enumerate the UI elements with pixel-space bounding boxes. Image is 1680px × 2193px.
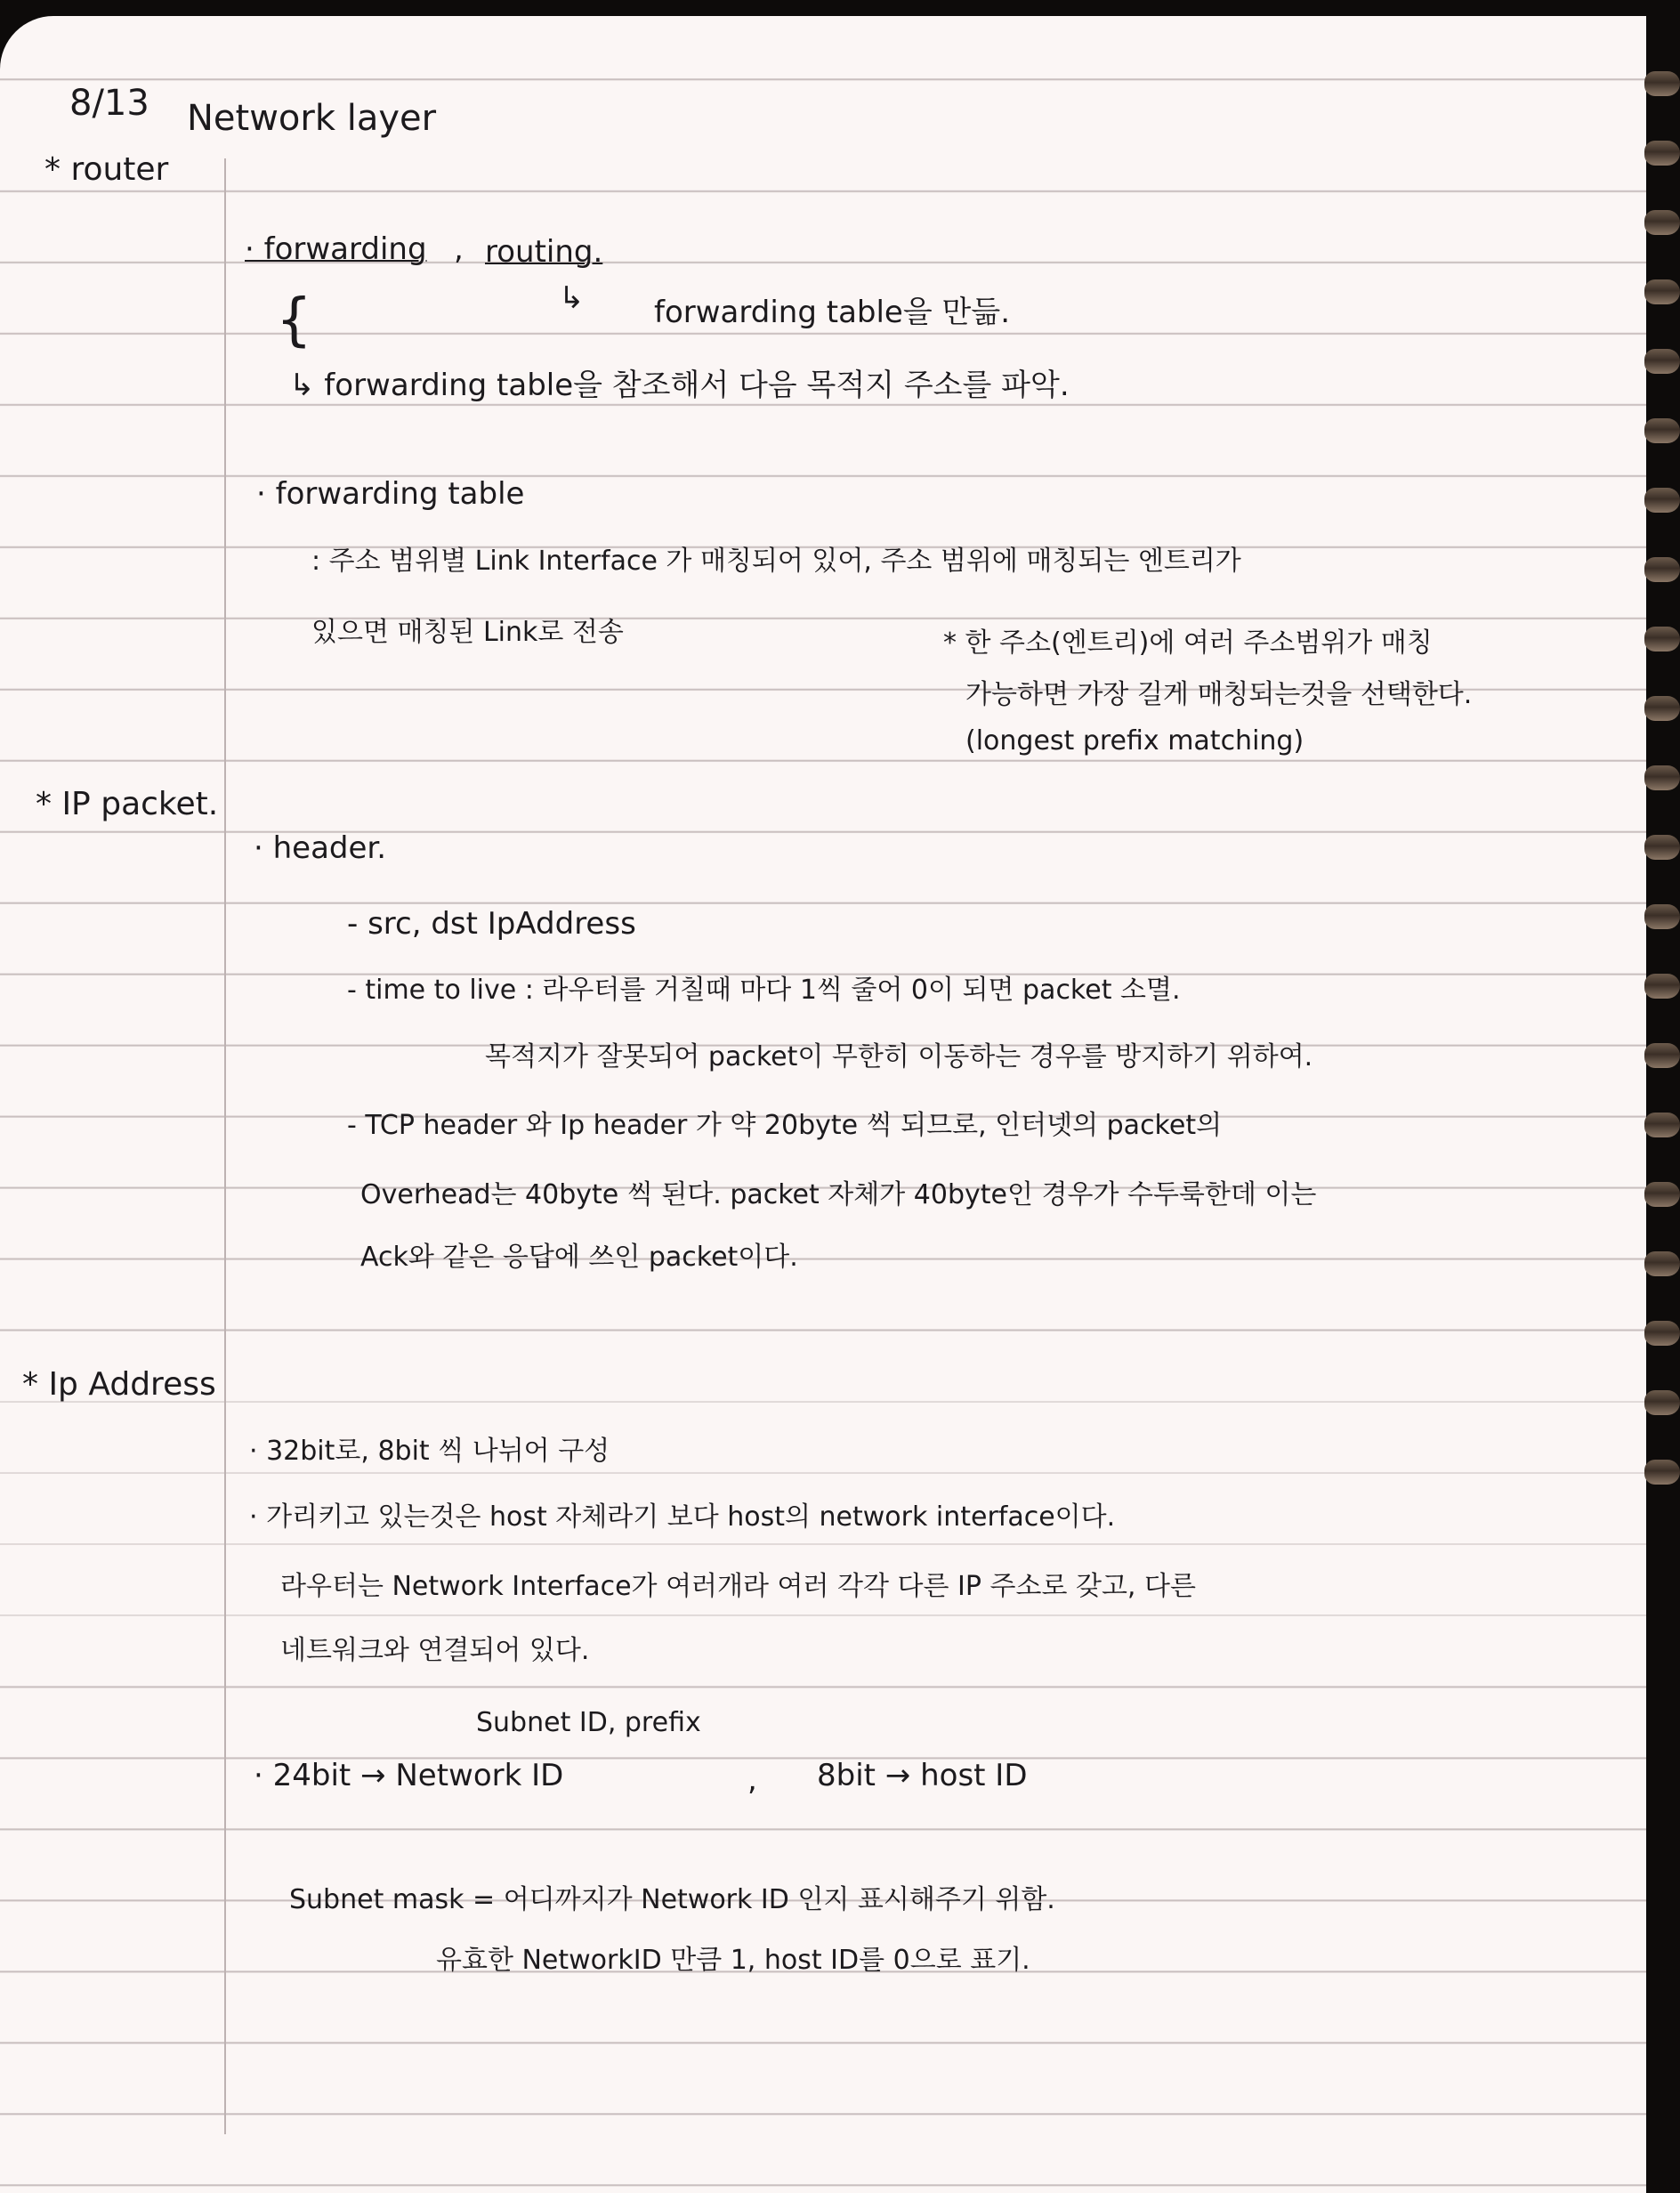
spiral-coil [1644, 279, 1680, 304]
margin-line [224, 158, 226, 2134]
ip-packet-header: · header. [254, 830, 387, 866]
spiral-coil [1644, 904, 1680, 929]
separator-comma: , [747, 1762, 757, 1798]
routing-note: forwarding table을 만듦. [654, 295, 1010, 330]
section-heading-router: * router [44, 151, 169, 188]
forwarding-table-note-2: 가능하면 가장 길게 매칭되는것을 선택한다. [965, 679, 1473, 710]
ip-address-desc-3: 네트워크와 연결되어 있다. [280, 1635, 590, 1666]
spiral-coil [1644, 141, 1680, 166]
spiral-coil [1644, 1251, 1680, 1276]
spiral-coil [1644, 696, 1680, 721]
forwarding-table-desc-1: : 주소 범위별 Link Interface 가 매칭되어 있어, 주소 범위에 매칭되는 엔트리가 [311, 546, 1241, 577]
spiral-coil [1644, 557, 1680, 582]
spiral-coil [1644, 1321, 1680, 1346]
subnet-id-label: Subnet ID, prefix [476, 1707, 701, 1738]
section-heading-ip-packet: * IP packet. [36, 786, 219, 822]
spiral-coil [1644, 1113, 1680, 1137]
spiral-coil [1644, 1460, 1680, 1485]
ip-packet-tcp-1: - TCP header 와 Ip header 가 약 20byte 씩 되므로, 인터넷의 packet의 [347, 1110, 1223, 1141]
host-id-bits: 8bit → host ID [817, 1758, 1028, 1793]
brace-icon: { [276, 287, 312, 353]
ip-packet-ttl-1: - time to live : 라우터를 거칠때 마다 1씩 줄어 0이 되면 packet 소멸. [347, 975, 1181, 1006]
spiral-coil [1644, 488, 1680, 513]
spiral-coil [1644, 627, 1680, 651]
network-id-bits: · 24bit → Network ID [254, 1758, 564, 1793]
term-routing: routing. [485, 234, 603, 270]
page-title: Network layer [187, 98, 437, 139]
ip-address-bits: · 32bit로, 8bit 씩 나뉘어 구성 [249, 1436, 610, 1467]
subnet-mask-desc-2: 유효한 NetworkID 만큼 1, host ID를 0으로 표기. [436, 1945, 1030, 1976]
spiral-coil [1644, 1390, 1680, 1415]
ip-packet-ttl-2: 목적지가 잘못되어 packet이 무한히 이동하는 경우를 방지하기 위하여. [485, 1041, 1313, 1072]
spiral-coil [1644, 765, 1680, 790]
forwarding-table-note-3: (longest prefix matching) [965, 725, 1304, 757]
routing-arrow-icon: ↳ [559, 280, 585, 316]
spiral-coil [1644, 974, 1680, 999]
forwarding-table-desc-2: 있으면 매칭된 Link로 전송 [311, 617, 624, 648]
ip-packet-tcp-3: Ack와 같은 응답에 쓰인 packet이다. [360, 1242, 798, 1273]
page-date: 8/13 [69, 83, 149, 124]
spiral-coil [1644, 1182, 1680, 1207]
forwarding-table-title: · forwarding table [256, 476, 525, 512]
spiral-coil [1644, 418, 1680, 443]
spiral-coil [1644, 835, 1680, 860]
subnet-mask-desc-1: Subnet mask = 어디까지가 Network ID 인지 표시해주기 위함. [289, 1884, 1055, 1915]
notebook-page [0, 16, 1646, 2193]
spiral-coil [1644, 1043, 1680, 1068]
forwarding-table-note-1: * 한 주소(엔트리)에 여러 주소범위가 매칭 [943, 627, 1433, 659]
spiral-coil [1644, 349, 1680, 374]
spiral-coil [1644, 71, 1680, 96]
ip-packet-tcp-2: Overhead는 40byte 씩 된다. packet 자체가 40byte인 경우가 수두룩한데 이는 [360, 1179, 1317, 1210]
spiral-coil [1644, 210, 1680, 235]
section-heading-ip-address: * Ip Address [22, 1366, 216, 1403]
forwarding-note: ↳ forwarding table을 참조해서 다음 목적지 주소를 파악. [289, 368, 1070, 403]
term-forwarding: · forwarding [245, 231, 427, 267]
ip-packet-src-dst: - src, dst IpAddress [347, 906, 636, 942]
ip-address-desc-2: 라우터는 Network Interface가 여러개라 여러 각각 다른 IP 주소로 갖고, 다른 [280, 1571, 1196, 1602]
separator-comma: , [454, 231, 464, 267]
ip-address-desc-1: · 가리키고 있는것은 host 자체라기 보다 host의 network interface이다. [249, 1501, 1116, 1533]
